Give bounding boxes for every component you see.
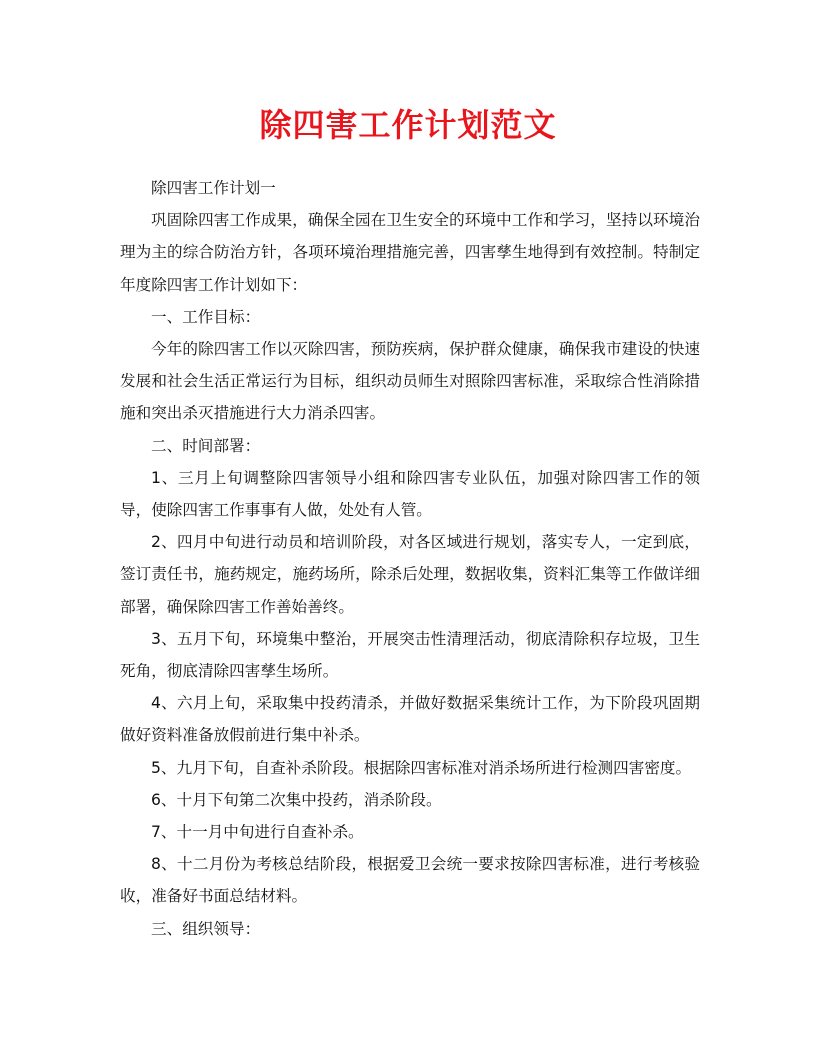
section-heading-organization: 三、组织领导：	[151, 919, 261, 938]
document-title: 除四害工作计划范文	[259, 106, 557, 144]
section-heading-goals: 一、工作目标：	[151, 307, 261, 326]
schedule-item-2: 2、四月中旬进行动员和培训阶段，对各区域进行规划，落实专人，一定到底，签订责任书，施药规定，施药场所，除杀后处理，数据收集，资料汇集等工作做详细部署，确保除四害工作善始善终。	[120, 533, 700, 616]
schedule-item-5: 5、九月下旬，自查补杀阶段。根据除四害标准对消杀场所进行检测四害密度。	[151, 758, 692, 777]
section-heading-schedule: 二、时间部署：	[151, 436, 261, 455]
schedule-item-3: 3、五月下旬，环境集中整治，开展突击性清理活动，彻底清除积存垃圾，卫生死角，彻底清除四害孳生场所。	[120, 629, 700, 681]
schedule-item-7: 7、十一月中旬进行自查补杀。	[151, 823, 364, 842]
schedule-item-8: 8、十二月份为考核总结阶段，根据爱卫会统一要求按除四害标准，进行考核验收，准备好书面总结材料。	[120, 855, 700, 906]
goals-paragraph: 今年的除四害工作以灭除四害，预防疾病，保护群众健康，确保我市建设的快速发展和社会生活正常运行为目标，组织动员师生对照除四害标准，采取综合性消除措施和突出杀灭措施进行大力消杀四害。	[120, 340, 700, 423]
schedule-item-6: 6、十月下旬第二次集中投药，消杀阶段。	[151, 790, 442, 809]
document-body	[120, 172, 700, 945]
schedule-item-4: 4、六月上旬，采取集中投药清杀，并做好数据采集统计工作，为下阶段巩固期做好资料准备放假前进行集中补杀。	[120, 694, 700, 745]
schedule-item-1: 1、三月上旬调整除四害领导小组和除四害专业队伍，加强对除四害工作的领导，使除四害工作事事有人做，处处有人管。	[120, 468, 700, 520]
plan-heading: 除四害工作计划一	[151, 179, 276, 197]
intro-paragraph: 巩固除四害工作成果，确保全园在卫生安全的环境中工作和学习，坚持以环境治理为主的综合防治方针，各项环境治理措施完善，四害孳生地得到有效控制。特制定年度除四害工作计划如下：	[120, 211, 700, 294]
